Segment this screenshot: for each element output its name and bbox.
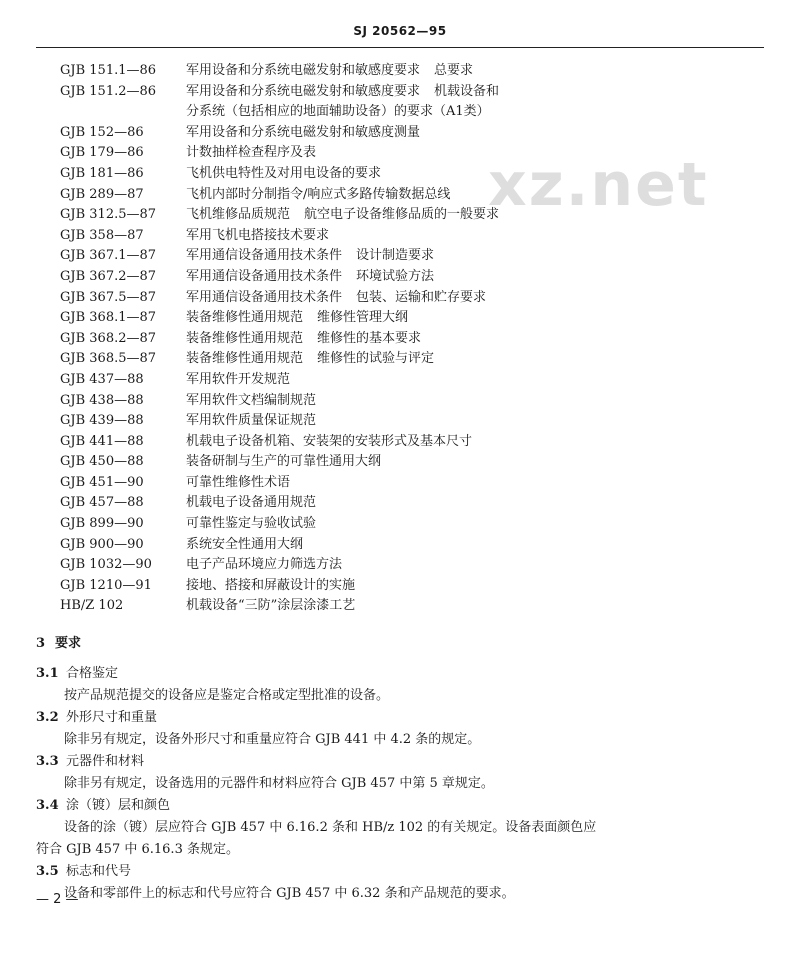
reference-row <box>60 246 760 267</box>
reference-title-part: 计数抽样检查程序及表 <box>186 145 317 161</box>
clause-number: 3.4 <box>36 798 59 813</box>
clause-number: 3.1 <box>36 666 59 681</box>
reference-title <box>186 349 760 370</box>
reference-title-part: 接地、搭接和屏蔽设计的实施 <box>186 577 356 593</box>
reference-title-continuation: 分系统（包括相应的地面辅助设备）的要求（A1类） <box>186 104 490 120</box>
reference-title <box>186 555 760 576</box>
reference-title-part: 机载电子设备通用规范 <box>186 495 317 511</box>
reference-code: GJB 1210—91 <box>60 577 152 593</box>
reference-code: GJB 368.2—87 <box>60 330 157 346</box>
reference-title <box>186 473 760 494</box>
reference-row <box>60 535 760 556</box>
reference-title-part: 军用设备和分系统电磁发射和敏感度要求 <box>186 63 421 78</box>
reference-title-part: 飞机内部时分制指令/响应式多路传输数据总线 <box>186 186 451 202</box>
clauses <box>36 663 776 905</box>
reference-row <box>60 61 760 82</box>
reference-code: GJB 151.2—86 <box>60 83 157 99</box>
reference-code: HB/Z 102 <box>60 598 124 614</box>
reference-title-part: 系统安全性通用大纲 <box>186 536 304 552</box>
reference-code: GJB 900—90 <box>60 536 144 552</box>
reference-code: GJB 312.5—87 <box>60 207 157 223</box>
reference-code: GJB 179—86 <box>60 145 144 161</box>
reference-row <box>60 329 760 350</box>
reference-title <box>186 411 760 432</box>
reference-row <box>60 555 760 576</box>
reference-code: GJB 457—88 <box>60 495 144 511</box>
reference-standards-list <box>60 61 760 617</box>
reference-code: GJB 450—88 <box>60 454 144 470</box>
reference-title <box>186 432 760 453</box>
clause-heading <box>36 751 776 773</box>
reference-code: GJB 441—88 <box>60 433 144 449</box>
reference-title-part: 维修性的基本要求 <box>317 330 422 346</box>
reference-row <box>60 185 760 206</box>
clause-body-line: 设备的涂（镀）层应符合 GJB 457 中 6.16.2 条和 HB/z 102 的有关规定。设备表面颜色应 <box>64 820 597 835</box>
reference-title-part: 军用软件质量保证规范 <box>186 413 317 429</box>
reference-title-part: 军用通信设备通用技术条件 <box>186 268 343 284</box>
reference-title-part: 军用通信设备通用技术条件 <box>186 248 343 264</box>
page-number: — 2 — <box>36 892 79 907</box>
reference-title-part: 军用软件开发规范 <box>186 371 291 387</box>
reference-code: GJB 367.2—87 <box>60 268 157 284</box>
reference-row <box>60 267 760 288</box>
clause-number: 3.5 <box>36 864 59 879</box>
clause-heading <box>36 707 776 729</box>
reference-title <box>186 576 760 597</box>
reference-title-part: 可靠性鉴定与验收试验 <box>186 516 317 532</box>
reference-code: GJB 451—90 <box>60 474 144 490</box>
reference-row <box>60 370 760 391</box>
reference-row <box>60 473 760 494</box>
reference-code: GJB 367.1—87 <box>60 248 157 264</box>
clause-body-line: 符合 GJB 457 中 6.16.3 条规定。 <box>36 842 239 857</box>
reference-row <box>60 391 760 412</box>
reference-title-part: 装备维修性通用规范 <box>186 330 304 346</box>
clause-body-line: 除非另有规定，设备选用的元器件和材料应符合 GJB 457 中第 5 章规定。 <box>64 776 494 791</box>
clause-number: 3.3 <box>36 754 59 769</box>
reference-title-part: 设计制造要求 <box>356 248 435 264</box>
reference-title <box>186 370 760 391</box>
watermark: xz.net <box>488 150 709 220</box>
reference-row <box>60 82 760 103</box>
clause-title: 外形尺寸和重量 <box>66 710 158 725</box>
reference-title-part: 航空电子设备维修品质的一般要求 <box>304 207 500 223</box>
reference-row <box>60 164 760 185</box>
reference-code: GJB 289—87 <box>60 186 144 202</box>
clause-heading <box>36 795 776 817</box>
clause-title: 元器件和材料 <box>66 754 145 769</box>
reference-title-part: 机载设备“三防”涂层涂漆工艺 <box>186 598 356 614</box>
clause-title: 标志和代号 <box>66 864 132 879</box>
reference-title-part: 军用飞机电搭接技术要求 <box>186 227 330 243</box>
reference-title <box>186 329 760 350</box>
reference-code: GJB 152—86 <box>60 124 144 140</box>
reference-code: GJB 368.1—87 <box>60 310 157 326</box>
reference-title <box>186 123 760 144</box>
reference-title-part: 包装、运输和贮存要求 <box>356 289 487 305</box>
reference-title <box>186 308 760 329</box>
reference-title-part: 机载电子设备机箱、安装架的安装形式及基本尺寸 <box>186 433 473 449</box>
reference-title <box>186 535 760 556</box>
section-heading <box>36 632 81 651</box>
reference-code: GJB 899—90 <box>60 516 144 532</box>
reference-title-part: 飞机供电特性及对用电设备的要求 <box>186 165 382 181</box>
reference-row <box>60 576 760 597</box>
reference-title <box>186 164 760 185</box>
reference-title-part: 装备研制与生产的可靠性通用大纲 <box>186 454 382 470</box>
reference-code: GJB 151.1—86 <box>60 63 157 78</box>
reference-title <box>186 267 760 288</box>
document-code-header: SJ 20562—95 <box>353 24 447 38</box>
reference-title-part: 维修性管理大纲 <box>317 310 409 326</box>
reference-title <box>186 205 760 226</box>
reference-title-part: 装备维修性通用规范 <box>186 351 304 367</box>
section-number: 3 <box>36 636 46 651</box>
reference-title-part: 军用设备和分系统电磁发射和敏感度要求 <box>186 83 421 99</box>
reference-code: GJB 367.5—87 <box>60 289 157 305</box>
clause-title: 合格鉴定 <box>66 666 119 681</box>
reference-row <box>60 308 760 329</box>
reference-title <box>186 452 760 473</box>
reference-title <box>186 82 760 103</box>
reference-row <box>60 349 760 370</box>
reference-row <box>60 452 760 473</box>
clause-title: 涂（镀）层和颜色 <box>66 798 171 813</box>
reference-title-part: 电子产品环境应力筛选方法 <box>186 557 343 573</box>
reference-title <box>186 596 760 617</box>
reference-title-part: 机载设备和 <box>434 83 500 99</box>
reference-row <box>60 411 760 432</box>
clause-number: 3.2 <box>36 710 59 725</box>
clause-body-line: 按产品规范提交的设备应是鉴定合格或定型批准的设备。 <box>64 688 390 703</box>
reference-title-part: 飞机维修品质规范 <box>186 207 291 223</box>
reference-row <box>60 143 760 164</box>
header-rule <box>36 47 764 48</box>
reference-code: GJB 368.5—87 <box>60 351 157 367</box>
reference-title <box>186 493 760 514</box>
reference-title <box>186 246 760 267</box>
reference-row <box>60 493 760 514</box>
reference-row <box>60 123 760 144</box>
reference-title-part: 总要求 <box>434 63 474 78</box>
reference-title-part: 维修性的试验与评定 <box>317 351 435 367</box>
clause-body-line: 设备和零部件上的标志和代号应符合 GJB 457 中 6.32 条和产品规范的要求。 <box>64 886 515 901</box>
reference-title <box>186 185 760 206</box>
reference-row <box>60 226 760 247</box>
reference-title <box>186 391 760 412</box>
reference-title-part: 可靠性维修性术语 <box>186 474 291 490</box>
reference-title <box>186 288 760 309</box>
reference-code: GJB 1032—90 <box>60 557 152 573</box>
reference-title-part: 军用通信设备通用技术条件 <box>186 289 343 305</box>
clause-heading <box>36 663 776 685</box>
reference-title <box>186 143 760 164</box>
reference-code: GJB 438—88 <box>60 392 144 408</box>
reference-row <box>60 596 760 617</box>
reference-code: GJB 439—88 <box>60 413 144 429</box>
reference-row <box>60 288 760 309</box>
reference-title-part: 装备维修性通用规范 <box>186 310 304 326</box>
reference-code: GJB 358—87 <box>60 227 144 243</box>
reference-title <box>186 61 760 82</box>
reference-title <box>186 514 760 535</box>
reference-code: GJB 437—88 <box>60 371 144 387</box>
reference-title-part: 军用软件文档编制规范 <box>186 392 317 408</box>
section-title: 要求 <box>55 636 82 651</box>
reference-title-part: 环境试验方法 <box>356 268 435 284</box>
reference-row <box>60 205 760 226</box>
reference-title-part: 军用设备和分系统电磁发射和敏感度测量 <box>186 124 421 140</box>
reference-code: GJB 181—86 <box>60 165 144 181</box>
reference-title <box>186 226 760 247</box>
clause-body-line: 除非另有规定，设备外形尺寸和重量应符合 GJB 441 中 4.2 条的规定。 <box>64 732 481 747</box>
reference-row <box>60 514 760 535</box>
clause-heading <box>36 861 776 883</box>
reference-row <box>60 432 760 453</box>
